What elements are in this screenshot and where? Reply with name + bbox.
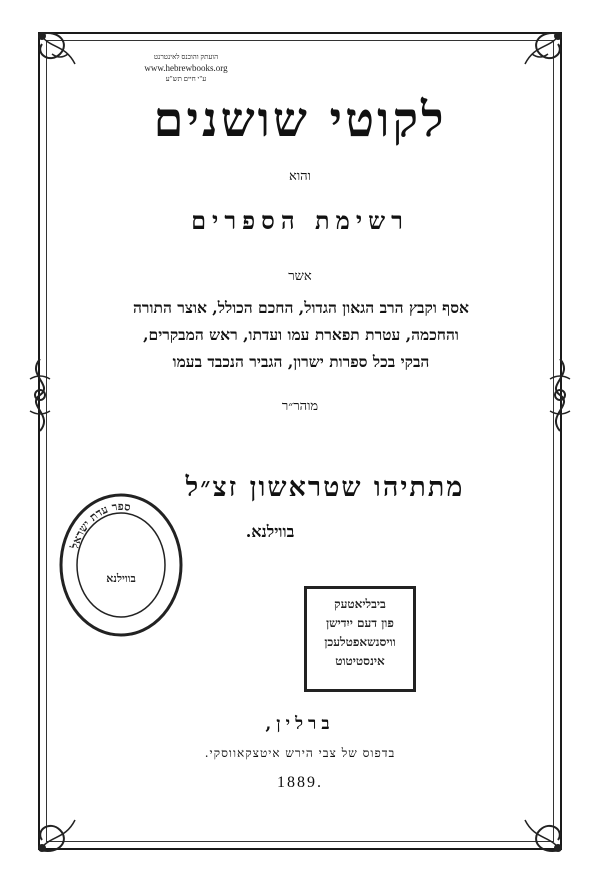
publication-year: 1889. [277,774,323,791]
author-city: בווילנא. [245,522,295,541]
author-name: מתתיהו שטראשון זצ״ל [185,472,465,503]
connector-asher: אשר [288,269,312,284]
ornament-top-right-icon [510,24,570,84]
watermark-url: www.hebrewbooks.org [144,63,228,73]
description-line: והחכמה, עטרת תפארת עמו ועדתו, ראש המבקרים, [143,325,459,344]
ornament-left-middle-icon [22,355,58,435]
ornament-bottom-left-icon [30,800,90,860]
seal-inner-text: בווילנא [106,572,136,585]
author-description [72,294,530,375]
ornament-top-left-icon [30,24,90,84]
library-stamp [304,586,416,692]
publication-place: ברלין, [265,714,335,734]
stamp-line: ביבליאטעק [334,597,386,611]
watermark-line-1: הועתק והוכנס לאינטרנט [153,53,219,61]
stamp-line: אינסטיטוט [335,654,385,668]
book-title: לקוטי שושנים [153,92,447,148]
description-line: אסף וקבץ הרב הגאון הגדול, החכם הכולל, אוצר התורה [133,298,469,317]
stamp-line: וויסנשאפטלעכן [324,635,396,649]
connector-vehu: והוא [289,169,311,184]
ornament-right-middle-icon [542,355,578,435]
printer-line: בדפוס של צבי הירש איטצקאווסקי. [204,746,396,760]
library-seal-stamp [56,490,186,640]
description-line: הבקי בכל ספרות ישרון, הגביר הנכבד בעמו [172,352,430,371]
stamp-line: פון דעם ייִדישן [326,616,394,630]
honorific: מוהר״ר [281,399,319,414]
book-subtitle: רשימת הספרים [191,206,409,235]
watermark [126,52,246,85]
seal-outer-text: ספר עדת ישראל [68,499,132,551]
watermark-line-3: ע"י חיים תש"ע [165,75,207,83]
ornament-bottom-right-icon [510,800,570,860]
